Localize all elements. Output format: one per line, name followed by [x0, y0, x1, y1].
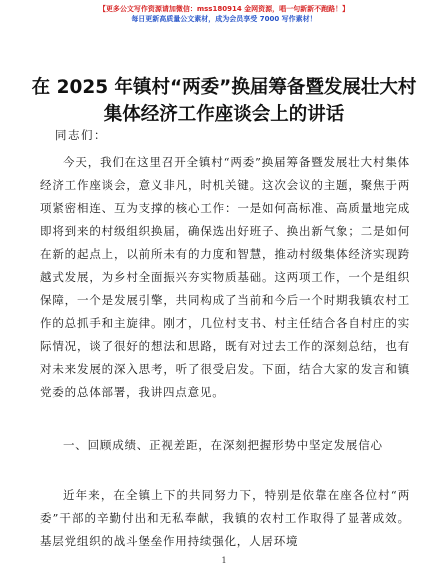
page-number: 1 — [221, 556, 227, 565]
section-heading-1: 一、回顾成绩、正视差距，在深刻把握形势中坚定发展信心 — [63, 438, 383, 452]
promo-banner-line2: 每日更新高质量公文素材，成为会员享受 7000 写作素材！ — [131, 15, 317, 23]
salutation: 同志们： — [55, 128, 107, 142]
body-paragraph-1: 今天，我们在这里召开全镇村“两委”换届筹备暨发展壮大村集体经济工作座谈会，意义非凡，时机关键。这次会议的主题，聚焦于两项紧密相连、互为支撑的核心工作：一是如何高标准、高质量地完成即将到来的村级组织换届，确保选出好班子、换出新气象；二是如何在新的起点上，以前所未有的力度和智慧，推动村级集体经济实现跨越式发展，为乡村全面振兴夯实物质基础。这两项工作，一个是组织保障，一个是发展引擎，共同构成了当前和今后一个时期我镇农村工作的总抓手和主旋律。刚才，几位村支书、村主任结合各自村庄的实际情况，谈了很好的想法和思路，既有对过去工作的深刻总结，也有对未来发展的深入思考，听了很受启发。下面，结合大家的发言和镇党委的总体部署，我讲四点意见。 — [40, 155, 410, 399]
document-title — [0, 74, 448, 128]
promo-banner-line1: 【更多公文写作资源请加微信：mss180914 金网资源，唱一句新新不跑路！】 — [98, 5, 350, 13]
body-paragraph-2: 近年来，在全镇上下的共同努力下，特别是依靠在座各位村“两委”干部的辛勤付出和无私奉献，我镇的农村工作取得了显著成效。基层党组织的战斗堡垒作用持续强化，人居环境 — [40, 488, 410, 548]
body-section — [40, 151, 410, 404]
document-title-line2: 集体经济工作座谈会上的讲话 — [103, 104, 345, 125]
promo-banner — [0, 4, 448, 24]
document-title-line1: 在 2025 年镇村“两委”换届筹备暨发展壮大村 — [31, 77, 417, 98]
